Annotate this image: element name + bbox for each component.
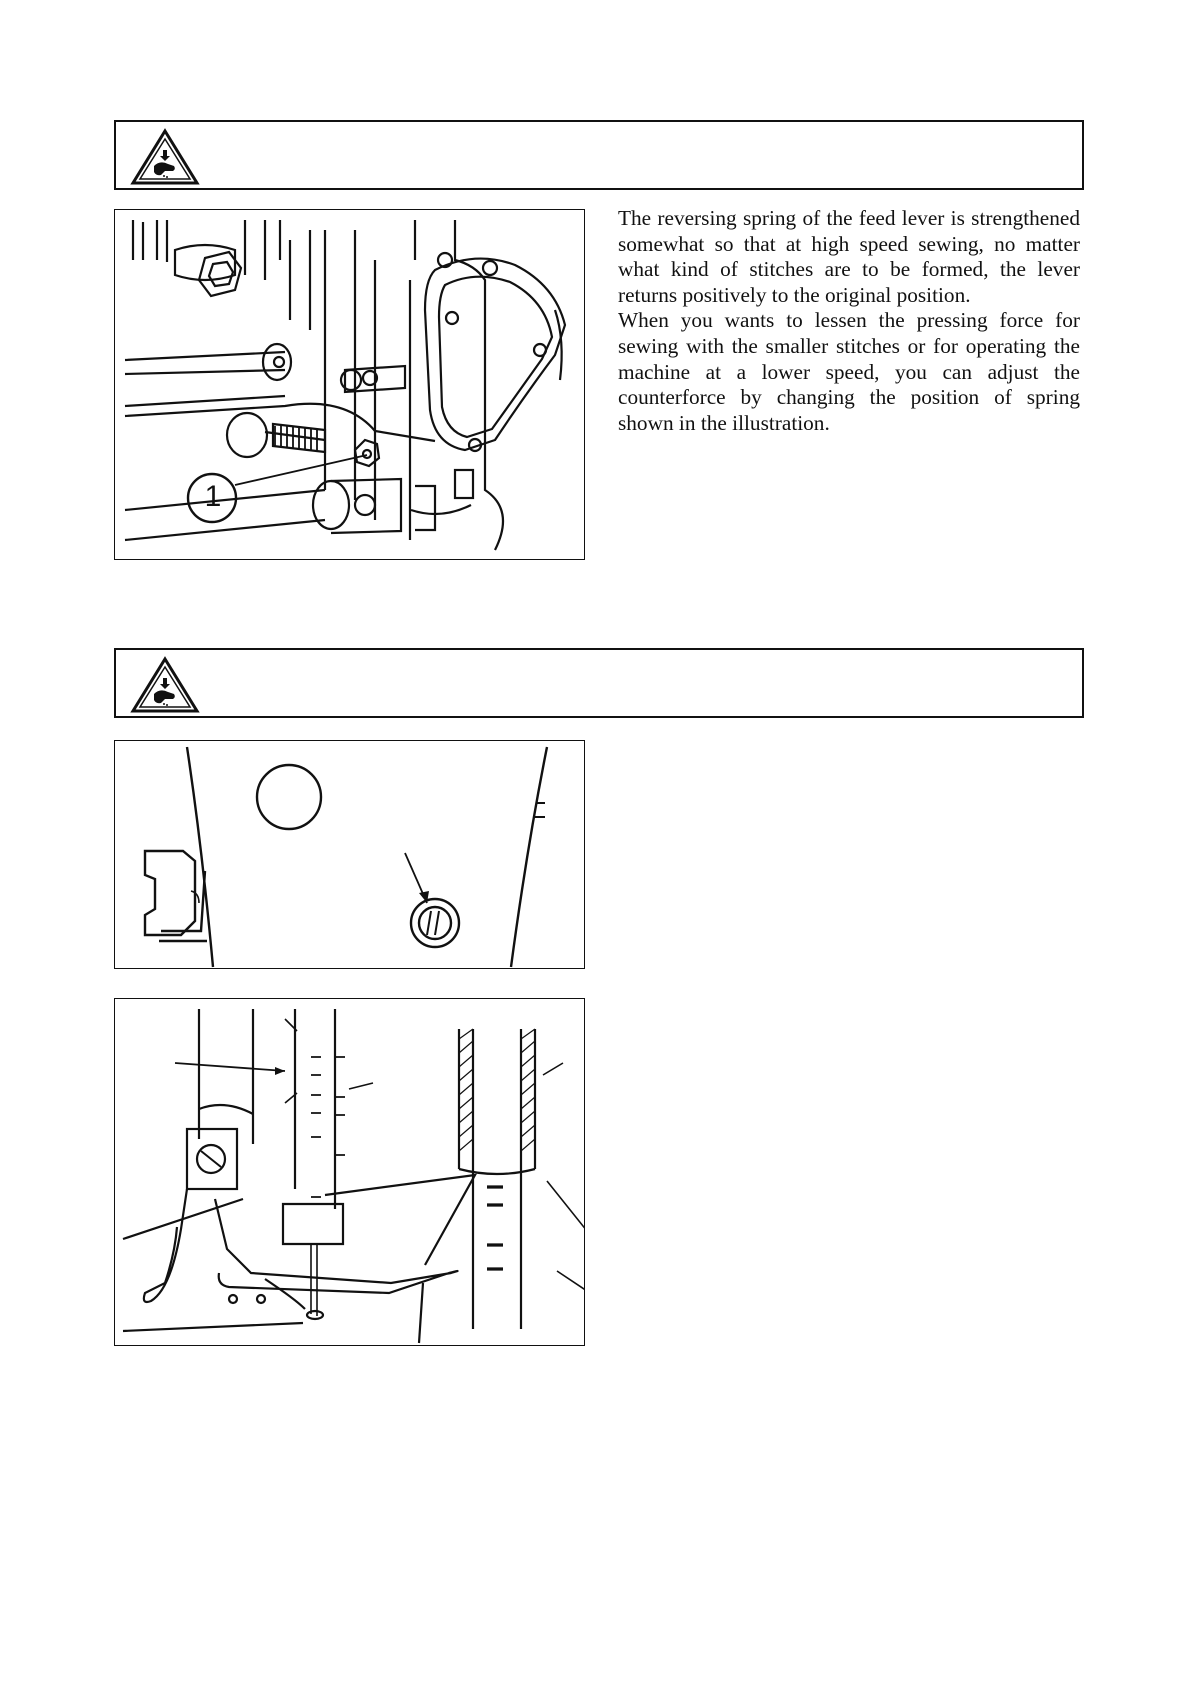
warning-bar-middle <box>114 648 1084 718</box>
callout-number: 1 <box>204 480 222 513</box>
paragraph-reversing-spring: The reversing spring of the feed lever is strengthened somewhat so that at high speed sewing, no matter what kind of stitches are to be formed, the lever returns positively to the original position. <box>618 206 1080 307</box>
paragraph-lessen-force: When you wants to lessen the pressing force for sewing with the smaller stitches or for operating the machine at a lower speed, you can adjust the counterforce by changing the position of spring shown in the illustration. <box>618 308 1080 435</box>
needle-bar-height-illustration <box>115 999 585 1346</box>
hand-pinch-warning-icon <box>130 656 200 714</box>
hand-pinch-warning-icon <box>130 128 200 186</box>
feed-lever-spring-illustration <box>115 210 585 560</box>
figure-arm-screw <box>114 740 585 969</box>
warning-bar-top <box>114 120 1084 190</box>
figure-needle-bar-height <box>114 998 585 1346</box>
figure-feed-lever-spring <box>114 209 585 560</box>
spring-adjustment-text <box>618 206 1080 436</box>
arm-adjust-screw-illustration <box>115 741 585 969</box>
